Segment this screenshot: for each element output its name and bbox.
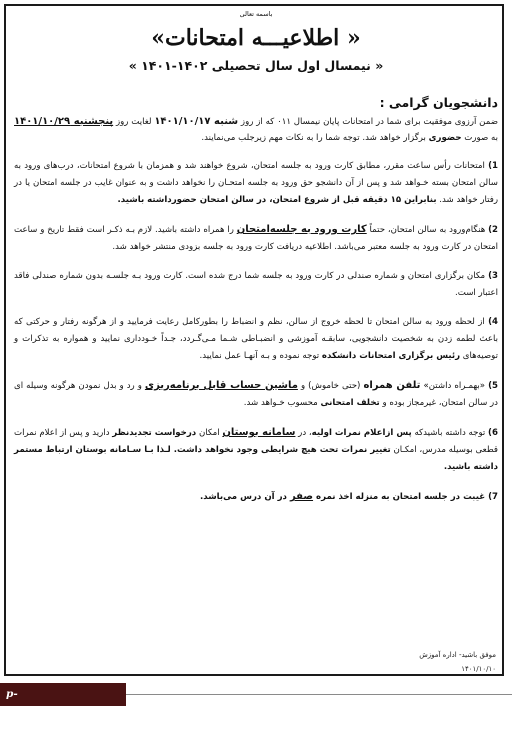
item-text: دارید و پس از اعلام نمرات قطعی بوسیله مدرس، امکـان: [14, 428, 498, 455]
rule-item-1: [14, 158, 498, 209]
item-text: امتحانات رأس ساعت مقرر، مطابق کارت ورود به جلسه امتحان، شروع خواهند شد و همزمان با شروع امتحانات، درب‌های ورود به سالن امتحان بسته خـواهد شد و پس از آن دانشجو حق ورود به جلسه امتحـان را نخواهد داشت و به عنوان غایب در جلسه امتحان یا در رفتار خواهد شد.: [14, 161, 498, 205]
intro-text: لغایت روز: [113, 117, 155, 127]
item-text: محسوب خـواهد شد.: [243, 398, 321, 408]
item-text: «بهمـراه داشتن»: [420, 381, 489, 391]
watermark-rule: [126, 694, 512, 695]
intro-paragraph: [14, 114, 498, 146]
rule-item-3: [14, 268, 498, 302]
greeting: دانشجویان گرامی :: [379, 95, 498, 110]
item-number: 6): [488, 428, 498, 438]
item-text: امکان: [196, 428, 223, 438]
item-emphasis: تلفن همراه: [363, 380, 421, 391]
item-text: در آن درس می‌باشد.: [199, 492, 290, 502]
item-text: توجه نموده و بـه آنهـا عمل نمایید.: [199, 351, 322, 361]
bismillah: باسمه تعالی: [239, 10, 273, 18]
start-date: شنبه ۱۴۰۱/۱۰/۱۷: [154, 116, 239, 127]
end-date: پنجشنبه ۱۴۰۱/۱۰/۲۹: [14, 116, 114, 127]
item-emphasis: درخواست تجدیدنظر: [112, 428, 197, 438]
signature-date: ۱۴۰۱/۱۰/۱۰: [461, 665, 496, 673]
item-emphasis: صفر: [289, 491, 314, 502]
item-text: (حتی خاموش) و: [297, 381, 364, 391]
announcement-content: [14, 10, 498, 506]
signature-office: موفق باشید- اداره آموزش: [419, 651, 496, 659]
item-number: 7): [488, 492, 498, 502]
item-number: 5): [488, 381, 498, 391]
intro-text: ضمن آرزوی موفقیت برای شما در امتحانات پایان نیمسال ۰۱۱ که از روز: [238, 117, 498, 127]
item-emphasis: ماشین حساب قابل برنامه‌ریزی: [144, 380, 298, 391]
item-text: توجه داشته باشیدکه: [411, 428, 489, 438]
page-subtitle: « نیمسال اول سال تحصیلی ۱۴۰۲-۱۴۰۱ »: [128, 58, 384, 73]
intro-text: به صورت: [461, 133, 498, 143]
rule-item-2: [14, 221, 498, 256]
item-text: و رد و بدل نمودن هرگونه وسیله ای در سالن امتحان، غیرمجاز بوده و: [14, 381, 498, 408]
item-number: 1): [488, 161, 498, 171]
item-emphasis: سامانه بوستان: [222, 427, 296, 438]
page-title: « اطلاعیـــه امتحانات»: [151, 25, 361, 51]
item-emphasis: تغییر نمرات تحت هیچ شرایطی وجود نخواهد داشت. لـذا بـا سـامانه بوستان ارتباط مستمر داشته باشید.: [14, 445, 498, 472]
signature-block: [419, 648, 496, 676]
item-number: 2): [488, 225, 499, 235]
exam-mode: حضوری: [428, 133, 462, 143]
item-number: 4): [488, 317, 498, 327]
item-text: غیبت در جلسه امتحان به منزله اخذ نمره: [313, 492, 489, 502]
item-emphasis: تخلف امتحانی: [320, 398, 380, 408]
item-number: 3): [488, 271, 498, 281]
rule-item-6: [14, 424, 498, 476]
item-text: ، در: [295, 428, 312, 438]
item-emphasis: کارت ورود به جلسه‌امتحان: [236, 224, 367, 235]
item-emphasis: پس ازاعلام نمرات اولیه: [311, 428, 412, 438]
rule-item-7: [14, 488, 498, 506]
rule-item-4: [14, 314, 498, 365]
site-watermark: p-mamasani.nus.ac.ir: [0, 683, 126, 706]
item-text: هنگام‌ورود به سالن امتحان، حتماً: [366, 225, 489, 235]
item-text: را همراه داشته باشید. لازم بـه ذکـر است فقط تاریخ و ساعت امتحان در کارت ورود به جلسه معتبر می‌باشد. اطلاعیه دریافت کارت ورود به جلسه بزودی منتشر خواهد شد.: [14, 225, 498, 252]
rule-item-5: [14, 377, 498, 412]
item-text: از لحظه ورود به سالن امتحان تا لحظه خروج از سالن، نظم و انضباط را بطورکامل رعایت فرمایید و از هرگونه رفتار و حرکتی که باعث لطمه زدن به شخصیت دانشجویی، سابقـه آموزشی و انضبـاطی شـما مـی‌گـردد، جـداً خـودداری نمایید و همواره به تذکرات و توصیه‌های: [14, 317, 498, 361]
item-text: مکان برگزاری امتحان و شماره صندلی در کارت ورود به جلسه شما درج شده است. کارت ورود بـه جلسـه بدون شماره صندلی فاقد اعتبار است.: [14, 271, 498, 298]
item-emphasis: رئیس برگزاری امتحانات دانشکده: [321, 351, 461, 361]
item-emphasis: بنابراین ۱۵ دقیقه قبل از شروع امتحان، در سالن امتحان حضورداشته باشید.: [117, 195, 437, 205]
intro-text: برگزار خواهد شد. توجه شما را به نکات مهم زیرجلب می‌نمایند.: [201, 133, 429, 143]
